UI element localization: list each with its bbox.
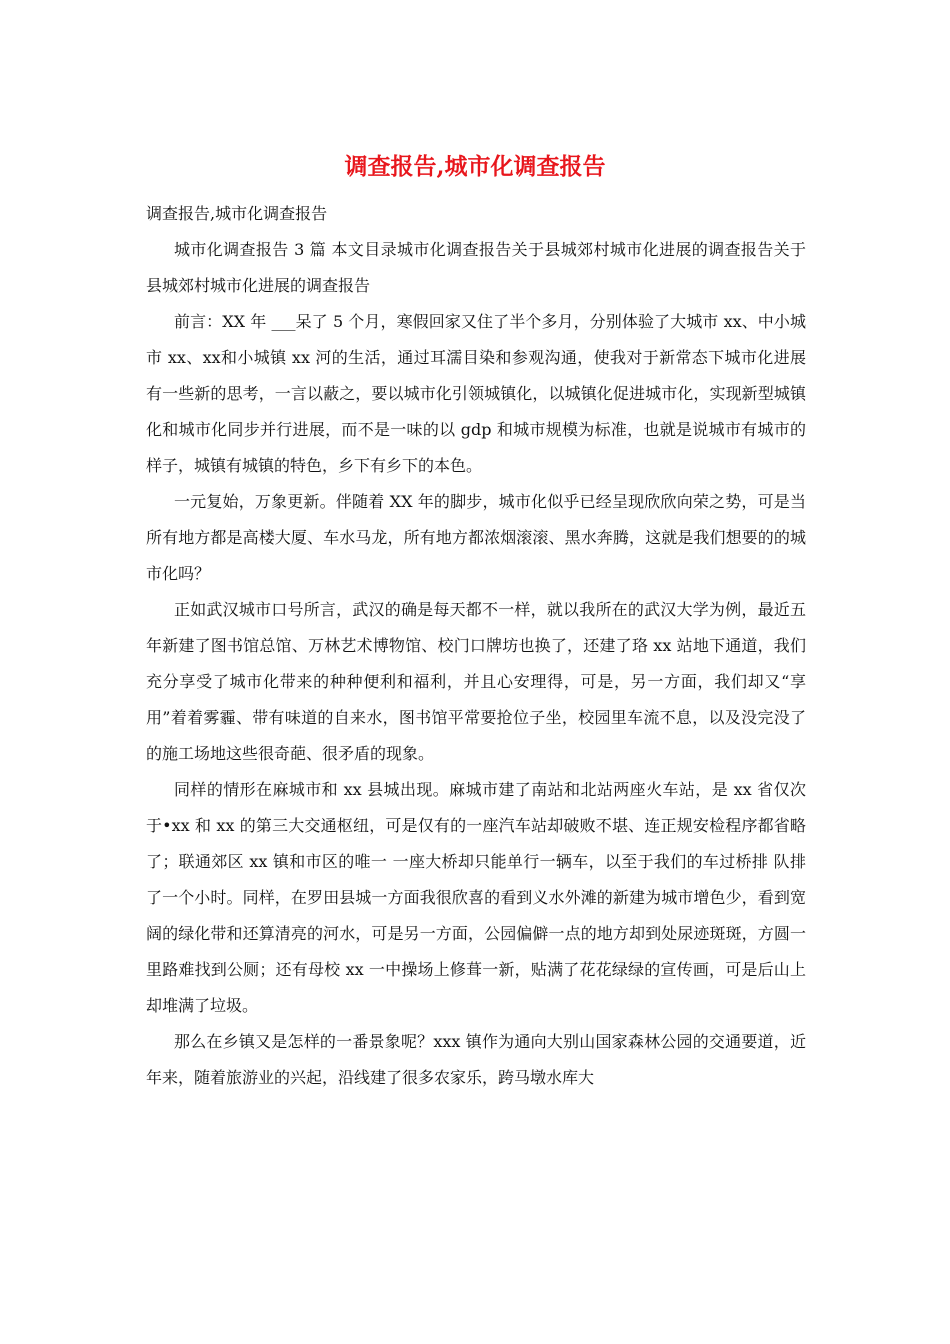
paragraph-preface: 前言：XX 年 ___呆了 5 个月，寒假回家又住了半个多月，分别体验了大城市 xx、中小城市 xx、xx和小城镇 xx 河的生活，通过耳濡目染和参观沟通，使我对于新常态下城市化进展有一些新的思考，一言以蔽之，要以城市化引领城镇化，以城镇化促进城市化，实现新型城镇化和城市化同步并行进展，而不是一味的以 gdp 和城市规模为标准，也就是说城市有城市的样子，城镇有城镇的特色，乡下有乡下的本色。 [146, 312, 806, 475]
document-subtitle: 调查报告,城市化调查报告 [146, 204, 328, 223]
paragraph-township: 那么在乡镇又是怎样的一番景象呢？xxx 镇作为通向大别山国家森林公园的交通要道，近年来，随着旅游业的兴起，沿线建了很多农家乐，跨马墩水库大 [146, 1032, 806, 1087]
document-title: 调查报告,城市化调查报告 [344, 153, 606, 180]
paragraph-intro: 城市化调查报告 3 篇 本文目录城市化调查报告关于县城郊村城市化进展的调查报告关于县城郊村城市化进展的调查报告 [146, 240, 806, 295]
paragraph-macheng: 同样的情形在麻城市和 xx 县城出现。麻城市建了南站和北站两座火车站，是 xx 省仅次于•xx 和 xx 的第三大交通枢纽，可是仅有的一座汽车站却破败不堪、连正规安检程序都省略了；联通郊区 xx 镇和市区的唯一 一座大桥却只能单行一辆车，以至于我们的车过桥排 队排了一个小时。同样，在罗田县城一方面我很欣喜的看到义水外滩的新建为城市增色少，看到宽阔的绿化带和还算清亮的河水，可是另一方面，公园偏僻一点的地方却到处尿迹斑斑，方圆一里路难找到公厕；还有母校 xx 一中操场上修葺一新，贴满了花花绿绿的宣传画，可是后山上却堆满了垃圾。 [146, 780, 806, 1015]
paragraph-wuhan: 正如武汉城市口号所言，武汉的确是每天都不一样，就以我所在的武汉大学为例，最近五年新建了图书馆总馆、万林艺术博物馆、校门口牌坊也换了，还建了珞 xx 站地下通道，我们充分享受了城市化带来的种种便利和福利，并且心安理得，可是，另一方面，我们却又“享用”着着雾霾、带有味道的自来水，图书馆平常要抢位子坐，校园里车流不息，以及没完没了的施工场地这些很奇葩、很矛盾的现象。 [146, 600, 806, 763]
document-body [146, 196, 806, 1096]
paragraph-new-year: 一元复始，万象更新。伴随着 XX 年的脚步，城市化似乎已经呈现欣欣向荣之势，可是当所有地方都是高楼大厦、车水马龙，所有地方都浓烟滚滚、黑水奔腾，这就是我们想要的的城市化吗？ [146, 492, 806, 583]
